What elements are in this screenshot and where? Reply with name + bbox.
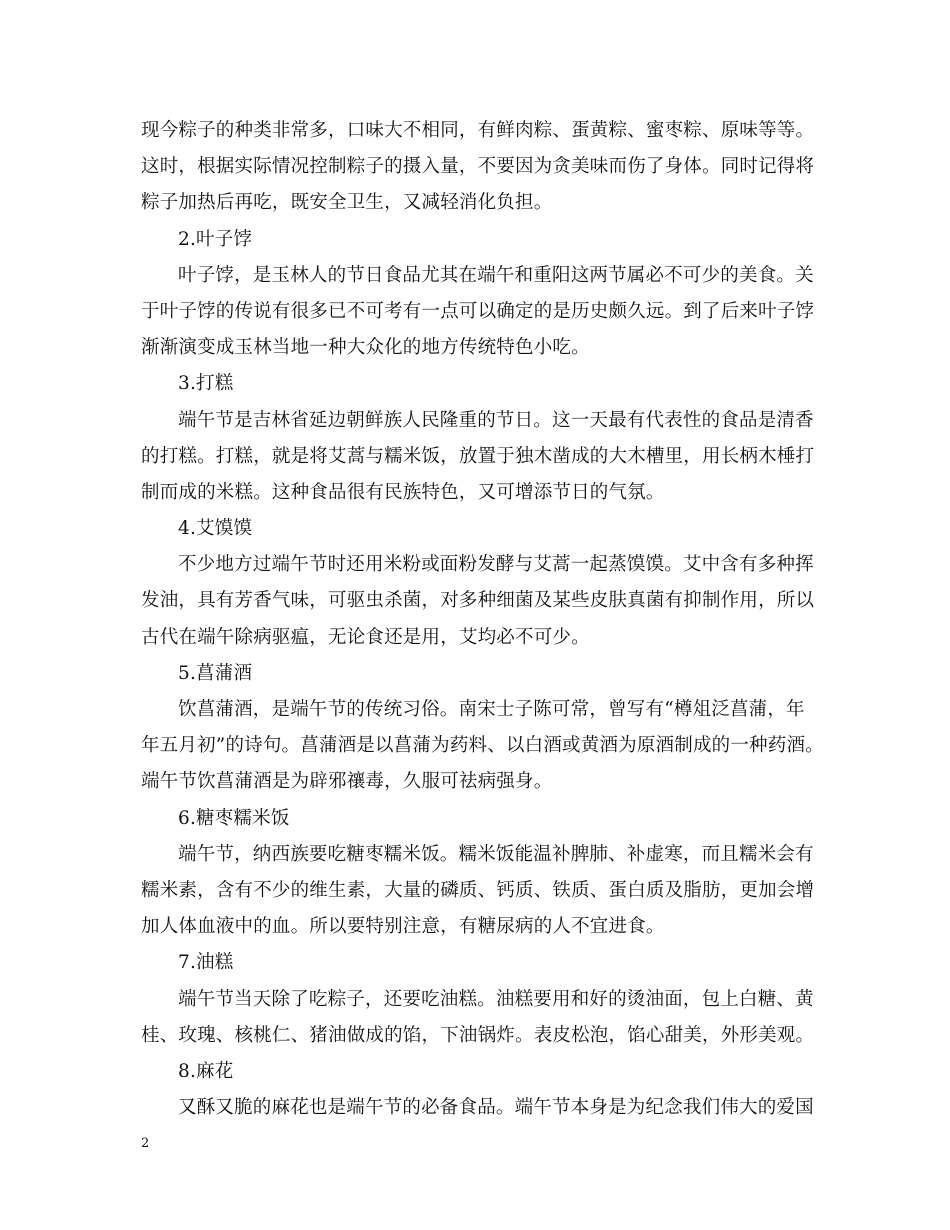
paragraph-line: 不少地方过端午节时还用米粉或面粉发酵与艾蒿一起蒸馍馍。艾中含有多种挥 (178, 554, 814, 576)
paragraph-line: 粽子加热后再吃，既安全卫生，又减轻消化负担。 (141, 192, 553, 214)
page-number: 2 (141, 1136, 150, 1151)
paragraph-line: 端午节当天除了吃粽子，还要吃油糕。油糕要用和好的烫油面，包上白糖、黄 (178, 988, 814, 1010)
paragraph-line: 叶子饽，是玉林人的节日食品尤其在端午和重阳这两节属必不可少的美食。关 (178, 264, 814, 286)
paragraph-line: 年五月初”的诗句。菖蒲酒是以菖蒲为药料、以白酒或黄酒为原酒制成的一种药酒。 (141, 735, 824, 757)
section-heading: 7.油糕 (178, 952, 234, 974)
paragraph-line: 端午节是吉林省延边朝鲜族人民隆重的节日。这一天最有代表性的食品是清香 (178, 409, 814, 431)
paragraph-line: 桂、玫瑰、核桃仁、猪油做成的馅，下油锅炸。表皮松泡，馅心甜美，外形美观。 (141, 1024, 815, 1046)
section-heading: 8.麻花 (178, 1060, 234, 1082)
paragraph-line: 糯米素，含有不少的维生素，大量的磷质、钙质、铁质、蛋白质及脂肪，更加会增 (141, 879, 815, 901)
paragraph-line: 加人体血液中的血。所以要特别注意，有糖尿病的人不宜进食。 (141, 916, 665, 938)
paragraph-line: 这时，根据实际情况控制粽子的摄入量，不要因为贪美味而伤了身体。同时记得将 (141, 156, 815, 178)
paragraph-line: 的打糕。打糕，就是将艾蒿与糯米饭，放置于独木凿成的大木槽里，用长柄木棰打 (141, 445, 815, 467)
section-heading: 2.叶子饽 (178, 228, 253, 250)
section-heading: 3.打糕 (178, 373, 234, 395)
paragraph-line: 端午节饮菖蒲酒是为辟邪禳毒，久服可祛病强身。 (141, 771, 553, 793)
paragraph-line: 于叶子饽的传说有很多已不可考有一点可以确定的是历史颇久远。到了后来叶子饽 (141, 300, 815, 322)
section-heading: 6.糖枣糯米饭 (178, 807, 290, 829)
paragraph-line: 饮菖蒲酒，是端午节的传统习俗。南宋士子陈可常，曾写有“樽俎泛菖蒲，年 (178, 699, 805, 720)
document-body (141, 113, 824, 1126)
paragraph-line: 现今粽子的种类非常多，口味大不相同，有鲜肉粽、蛋黄粽、蜜枣粽、原味等等。 (141, 120, 815, 141)
paragraph-line: 端午节，纳西族要吃糖枣糯米饭。糯米饭能温补脾肺、补虚寒，而且糯米会有 (178, 843, 814, 865)
paragraph-line: 又酥又脆的麻花也是端午节的必备食品。端午节本身是为纪念我们伟大的爱国 (178, 1097, 814, 1119)
paragraph-line: 发油，具有芳香气味，可驱虫杀菌，对多种细菌及某些皮肤真菌有抑制作用，所以 (141, 590, 815, 612)
paragraph-line: 制而成的米糕。这种食品很有民族特色，又可增添节日的气氛。 (141, 481, 665, 503)
paragraph-line: 渐渐演变成玉林当地一种大众化的地方传统特色小吃。 (141, 337, 590, 359)
paragraph-line: 古代在端午除病驱瘟，无论食还是用，艾均必不可少。 (141, 626, 590, 648)
section-heading: 4.艾馍馍 (178, 518, 253, 540)
section-heading: 5.菖蒲酒 (178, 662, 253, 684)
